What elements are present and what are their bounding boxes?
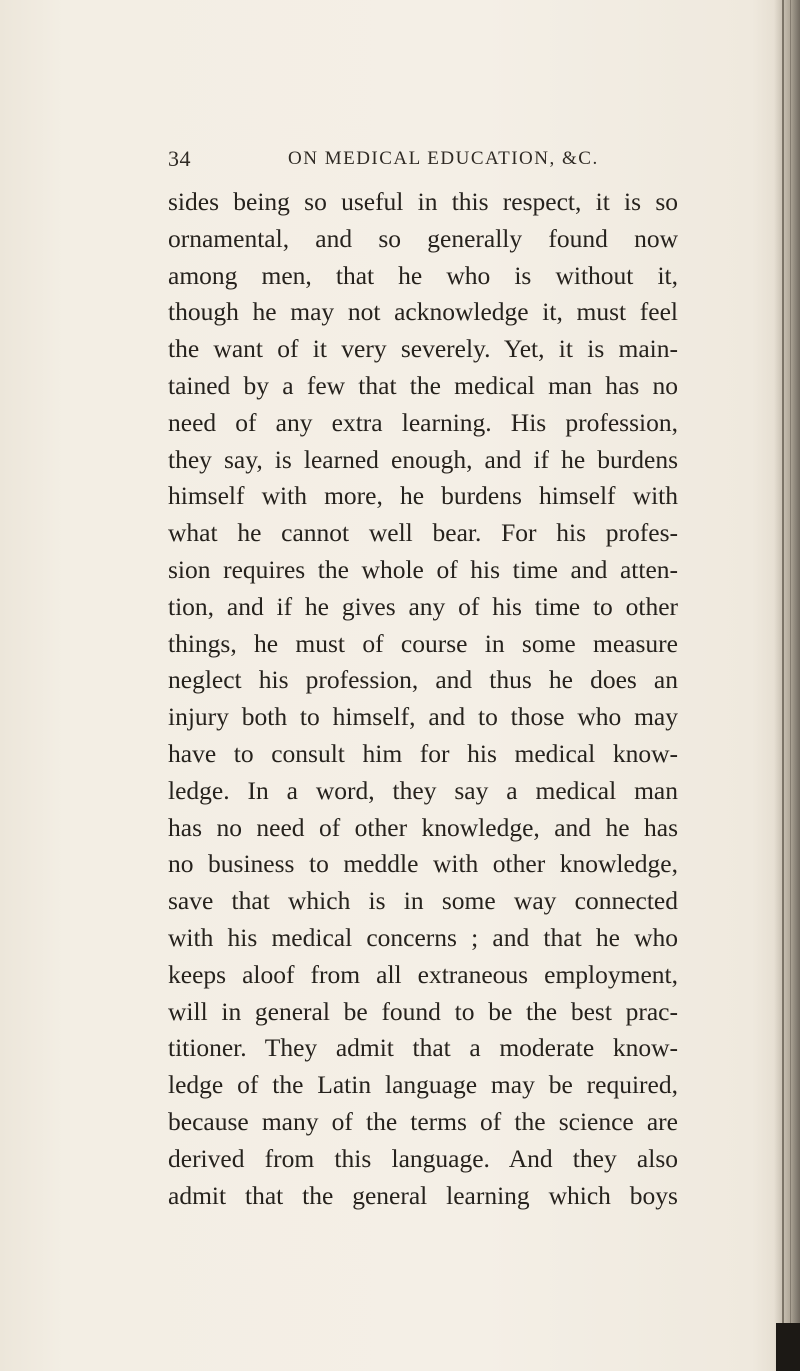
text-line: neglect his profession, and thus he does an: [168, 665, 678, 695]
text-line: the want of it very severely. Yet, it is main-: [168, 334, 678, 364]
text-line: no business to meddle with other knowledge,: [168, 849, 678, 879]
page-edge-line-outer: [790, 0, 791, 1371]
text-line: among men, that he who is without it,: [168, 260, 678, 290]
text-line: titioner. They admit that a moderate know-: [168, 1033, 678, 1063]
text-line: need of any extra learning. His profession,: [168, 407, 678, 437]
body-text: [168, 184, 678, 1214]
running-head-title: ON MEDICAL EDUCATION, &C.: [288, 148, 599, 169]
text-line: they say, is learned enough, and if he burdens: [168, 444, 678, 474]
text-line: injury both to himself, and to those who may: [168, 702, 678, 732]
text-line: with his medical concerns ; and that he who: [168, 922, 678, 952]
text-line: will in general be found to be the best prac-: [168, 996, 678, 1026]
text-line: because many of the terms of the science are: [168, 1106, 678, 1136]
text-line: sion requires the whole of his time and atten-: [168, 554, 678, 584]
text-line: have to consult him for his medical know-: [168, 738, 678, 768]
text-line: save that which is in some way connected: [168, 886, 678, 916]
running-head: [168, 146, 768, 186]
text-line: himself with more, he burdens himself with: [168, 481, 678, 511]
text-line: ledge. In a word, they say a medical man: [168, 775, 678, 805]
text-line: ornamental, and so generally found now: [168, 223, 678, 253]
text-line: admit that the general learning which boys: [168, 1180, 678, 1210]
text-line: though he may not acknowledge it, must feel: [168, 297, 678, 327]
text-line: keeps aloof from all extraneous employment,: [168, 959, 678, 989]
text-line: has no need of other knowledge, and he has: [168, 812, 678, 842]
text-line: sides being so useful in this respect, it is so: [168, 187, 678, 216]
text-line: tion, and if he gives any of his time to other: [168, 591, 678, 621]
text-line: what he cannot well bear. For his profes-: [168, 518, 678, 548]
page-corner-shadow: [776, 1323, 800, 1371]
text-line: things, he must of course in some measure: [168, 628, 678, 658]
page-edge-line: [782, 0, 784, 1371]
page-number: 34: [168, 146, 191, 171]
page-edge-shadow: [774, 0, 800, 1371]
text-line: derived from this language. And they also: [168, 1143, 678, 1173]
text-line: tained by a few that the medical man has no: [168, 370, 678, 400]
text-line: ledge of the Latin language may be required,: [168, 1070, 678, 1100]
